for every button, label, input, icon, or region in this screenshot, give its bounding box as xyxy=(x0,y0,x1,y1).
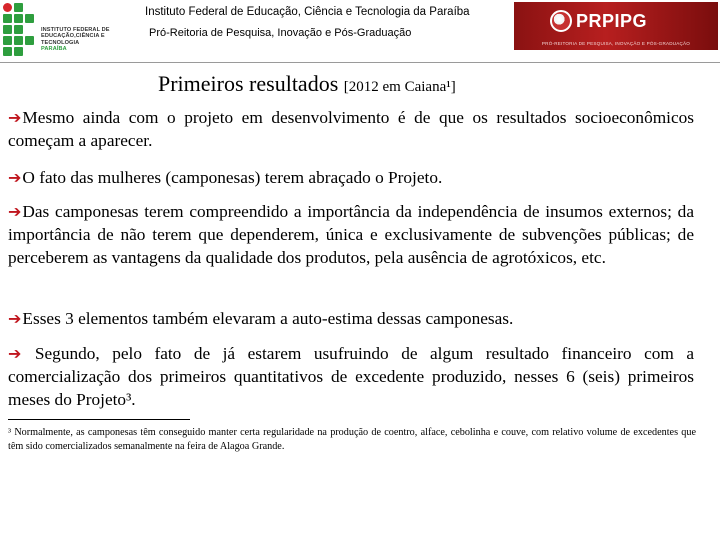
bullet-paragraph-2 xyxy=(8,166,694,189)
bullet-paragraph-1 xyxy=(8,106,694,152)
slide-header xyxy=(0,0,720,63)
prpipg-logo xyxy=(514,2,718,50)
ifpb-logo-text xyxy=(41,27,143,53)
slide-title-citation: [2012 em Caiana¹] xyxy=(343,79,456,95)
institution-name: Instituto Federal de Educação, Ciência e Tecnologia da Paraíba xyxy=(145,6,470,18)
paragraph-text-3: Das camponesas terem compreendido a importância da independência de insumos externos; da importância de não terem que dependerem, única e exclusivamente de subvenções públicas; de perceberem as vantagens da qualidade dos produtos, pela ausência de agrotóxicos, etc. xyxy=(8,202,694,267)
prpipg-logo-icon xyxy=(550,10,572,32)
red-arrow-bullet-icon: ➔ xyxy=(8,344,22,363)
prpipg-logo-subtitle: PRÓ-REITORIA DE PESQUISA, INOVAÇÃO E PÓS-GRADUAÇÃO xyxy=(541,41,691,46)
red-arrow-bullet-icon: ➔ xyxy=(8,108,22,127)
red-arrow-bullet-icon: ➔ xyxy=(8,309,22,328)
red-arrow-bullet-icon: ➔ xyxy=(8,168,22,187)
bullet-paragraph-5 xyxy=(8,342,694,411)
paragraph-text-2: O fato das mulheres (camponesas) terem abraçado o Projeto. xyxy=(22,168,443,187)
ifpb-logo-line3: PARAÍBA xyxy=(41,46,67,53)
red-arrow-bullet-icon: ➔ xyxy=(8,202,22,221)
ifpb-logo-line1: INSTITUTO FEDERAL DE xyxy=(41,27,110,33)
ifpb-logo xyxy=(3,2,143,60)
ifpb-logo-line2: EDUCAÇÃO,CIÊNCIA E TECNOLOGIA xyxy=(41,33,105,46)
slide-title-main: Primeiros resultados xyxy=(158,71,339,96)
footnote-divider xyxy=(8,419,190,420)
footnote: ³ Normalmente, as camponesas têm conseguido manter certa regularidade na produção de coentro, alface, cebolinha e couve, com relativo volume de excedentes que têm sido comercializados semanalmente na feira de Alagoa Grande. xyxy=(8,427,696,452)
paragraph-text-4: Esses 3 elementos também elevaram a auto-estima dessas camponesas. xyxy=(22,309,514,328)
paragraph-text-5: Segundo, pelo fato de já estarem usufruindo de algum resultado financeiro com a comercialização dos primeiros quantitativos de excedente produzido, nesses 6 (seis) primeiros meses do Projeto³. xyxy=(8,344,694,409)
paragraph-text-1: Mesmo ainda com o projeto em desenvolvimento é de que os resultados socioeconômicos começam a aparecer. xyxy=(8,108,694,150)
prpipg-logo-word: PRPIPG xyxy=(576,11,648,31)
bullet-paragraph-4 xyxy=(8,307,694,330)
slide-title xyxy=(158,71,456,97)
bullet-paragraph-3 xyxy=(8,200,694,269)
department-name: Pró-Reitoria de Pesquisa, Inovação e Pós-Graduação xyxy=(149,27,412,39)
header-divider xyxy=(0,62,720,63)
